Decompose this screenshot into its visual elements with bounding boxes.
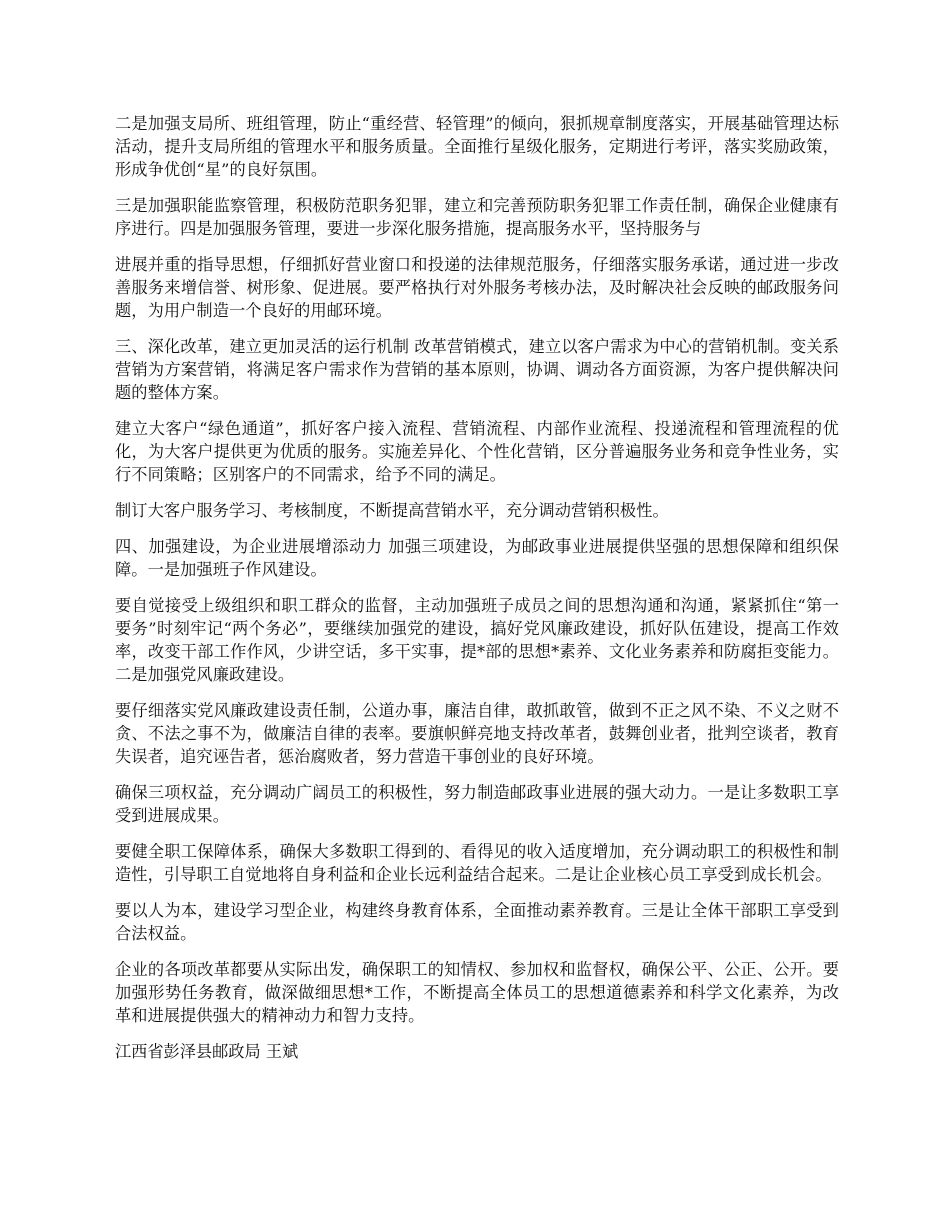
paragraph-13: 企业的各项改革都要从实际出发，确保职工的知情权、参加权和监督权，确保公平、公正、公开。要加强形势任务教育，做深做细思想*工作，不断提高全体员工的思想道德素养和科学文化素养，为改革和进展提供强大的精神动力和智力支持。 [115,960,839,1025]
paragraph-6: 制订大客户服务学习、考核制度，不断提高营销水平，充分调动营销积极性。 [115,501,669,520]
paragraph-5: 建立大客户“绿色通道”，抓好客户接入流程、营销流程、内部作业流程、投递流程和管理流程的优化，为大客户提供更为优质的服务。实施差异化、个性化营销，区分普遍服务业务和竞争性业务，实行不同策略；区别客户的不同需求，给予不同的满足。 [115,419,839,484]
paragraph-2: 三是加强职能监察管理，积极防范职务犯罪，建立和完善预防职务犯罪工作责任制，确保企业健康有序进行。四是加强服务管理，要进一步深化服务措施，提高服务水平，坚持服务与 [115,196,839,238]
document-body [115,112,839,1063]
paragraph-10: 确保三项权益，充分调动广阔员工的积极性，努力制造邮政事业进展的强大动力。一是让多数职工享受到进展成果。 [115,783,839,825]
paragraph-12: 要以人为本，建设学习型企业，构建终身教育体系，全面推动素养教育。三是让全体干部职工享受到合法权益。 [115,901,839,943]
paragraph-7: 四、加强建设，为企业进展增添动力 加强三项建设，为邮政事业进展提供坚强的思想保障和组织保障。一是加强班子作风建设。 [115,537,839,579]
paragraph-1: 二是加强支局所、班组管理，防止“重经营、轻管理”的倾向，狠抓规章制度落实，开展基础管理达标活动，提升支局所组的管理水平和服务质量。全面推行星级化服务，定期进行考评，落实奖励政策，形成争优创“星”的良好氛围。 [115,114,839,179]
paragraph-9: 要仔细落实党风廉政建设责任制，公道办事，廉洁自律，敢抓敢管，做到不正之风不染、不义之财不贪、不法之事不为，做廉洁自律的表率。要旗帜鲜亮地支持改革者，鼓舞创业者，批判空谈者，教育失误者，追究诬告者，惩治腐败者，努力营造干事创业的良好环境。 [115,701,839,766]
paragraph-11: 要健全职工保障体系，确保大多数职工得到的、看得见的收入适度增加，充分调动职工的积极性和制造性，引导职工自觉地将自身利益和企业长远利益结合起来。二是让企业核心员工享受到成长机会。 [115,842,839,884]
paragraph-3: 进展并重的指导思想，仔细抓好营业窗口和投递的法律规范服务，仔细落实服务承诺，通过进一步改善服务来增信誉、树形象、促进展。要严格执行对外服务考核办法，及时解决社会反映的邮政服务问题，为用户制造一个良好的用邮环境。 [115,255,839,320]
paragraph-8: 要自觉接受上级组织和职工群众的监督，主动加强班子成员之间的思想沟通和沟通，紧紧抓住“第一要务”时刻牢记“两个务必”，要继续加强党的建设，搞好党风廉政建设，抓好队伍建设，提高工作效率，改变干部工作作风，少讲空话，多干实事，提*部的思想*素养、文化业务素养和防腐拒变能力。二是加强党风廉政建设。 [115,596,839,684]
paragraph-4: 三、深化改革，建立更加灵活的运行机制 改革营销模式，建立以客户需求为中心的营销机制。变关系营销为方案营销，将满足客户需求作为营销的基本原则，协调、调动各方面资源，为客户提供解决问题的整体方案。 [115,337,839,402]
signature: 江西省彭泽县邮政局 王斌 [115,1042,299,1061]
